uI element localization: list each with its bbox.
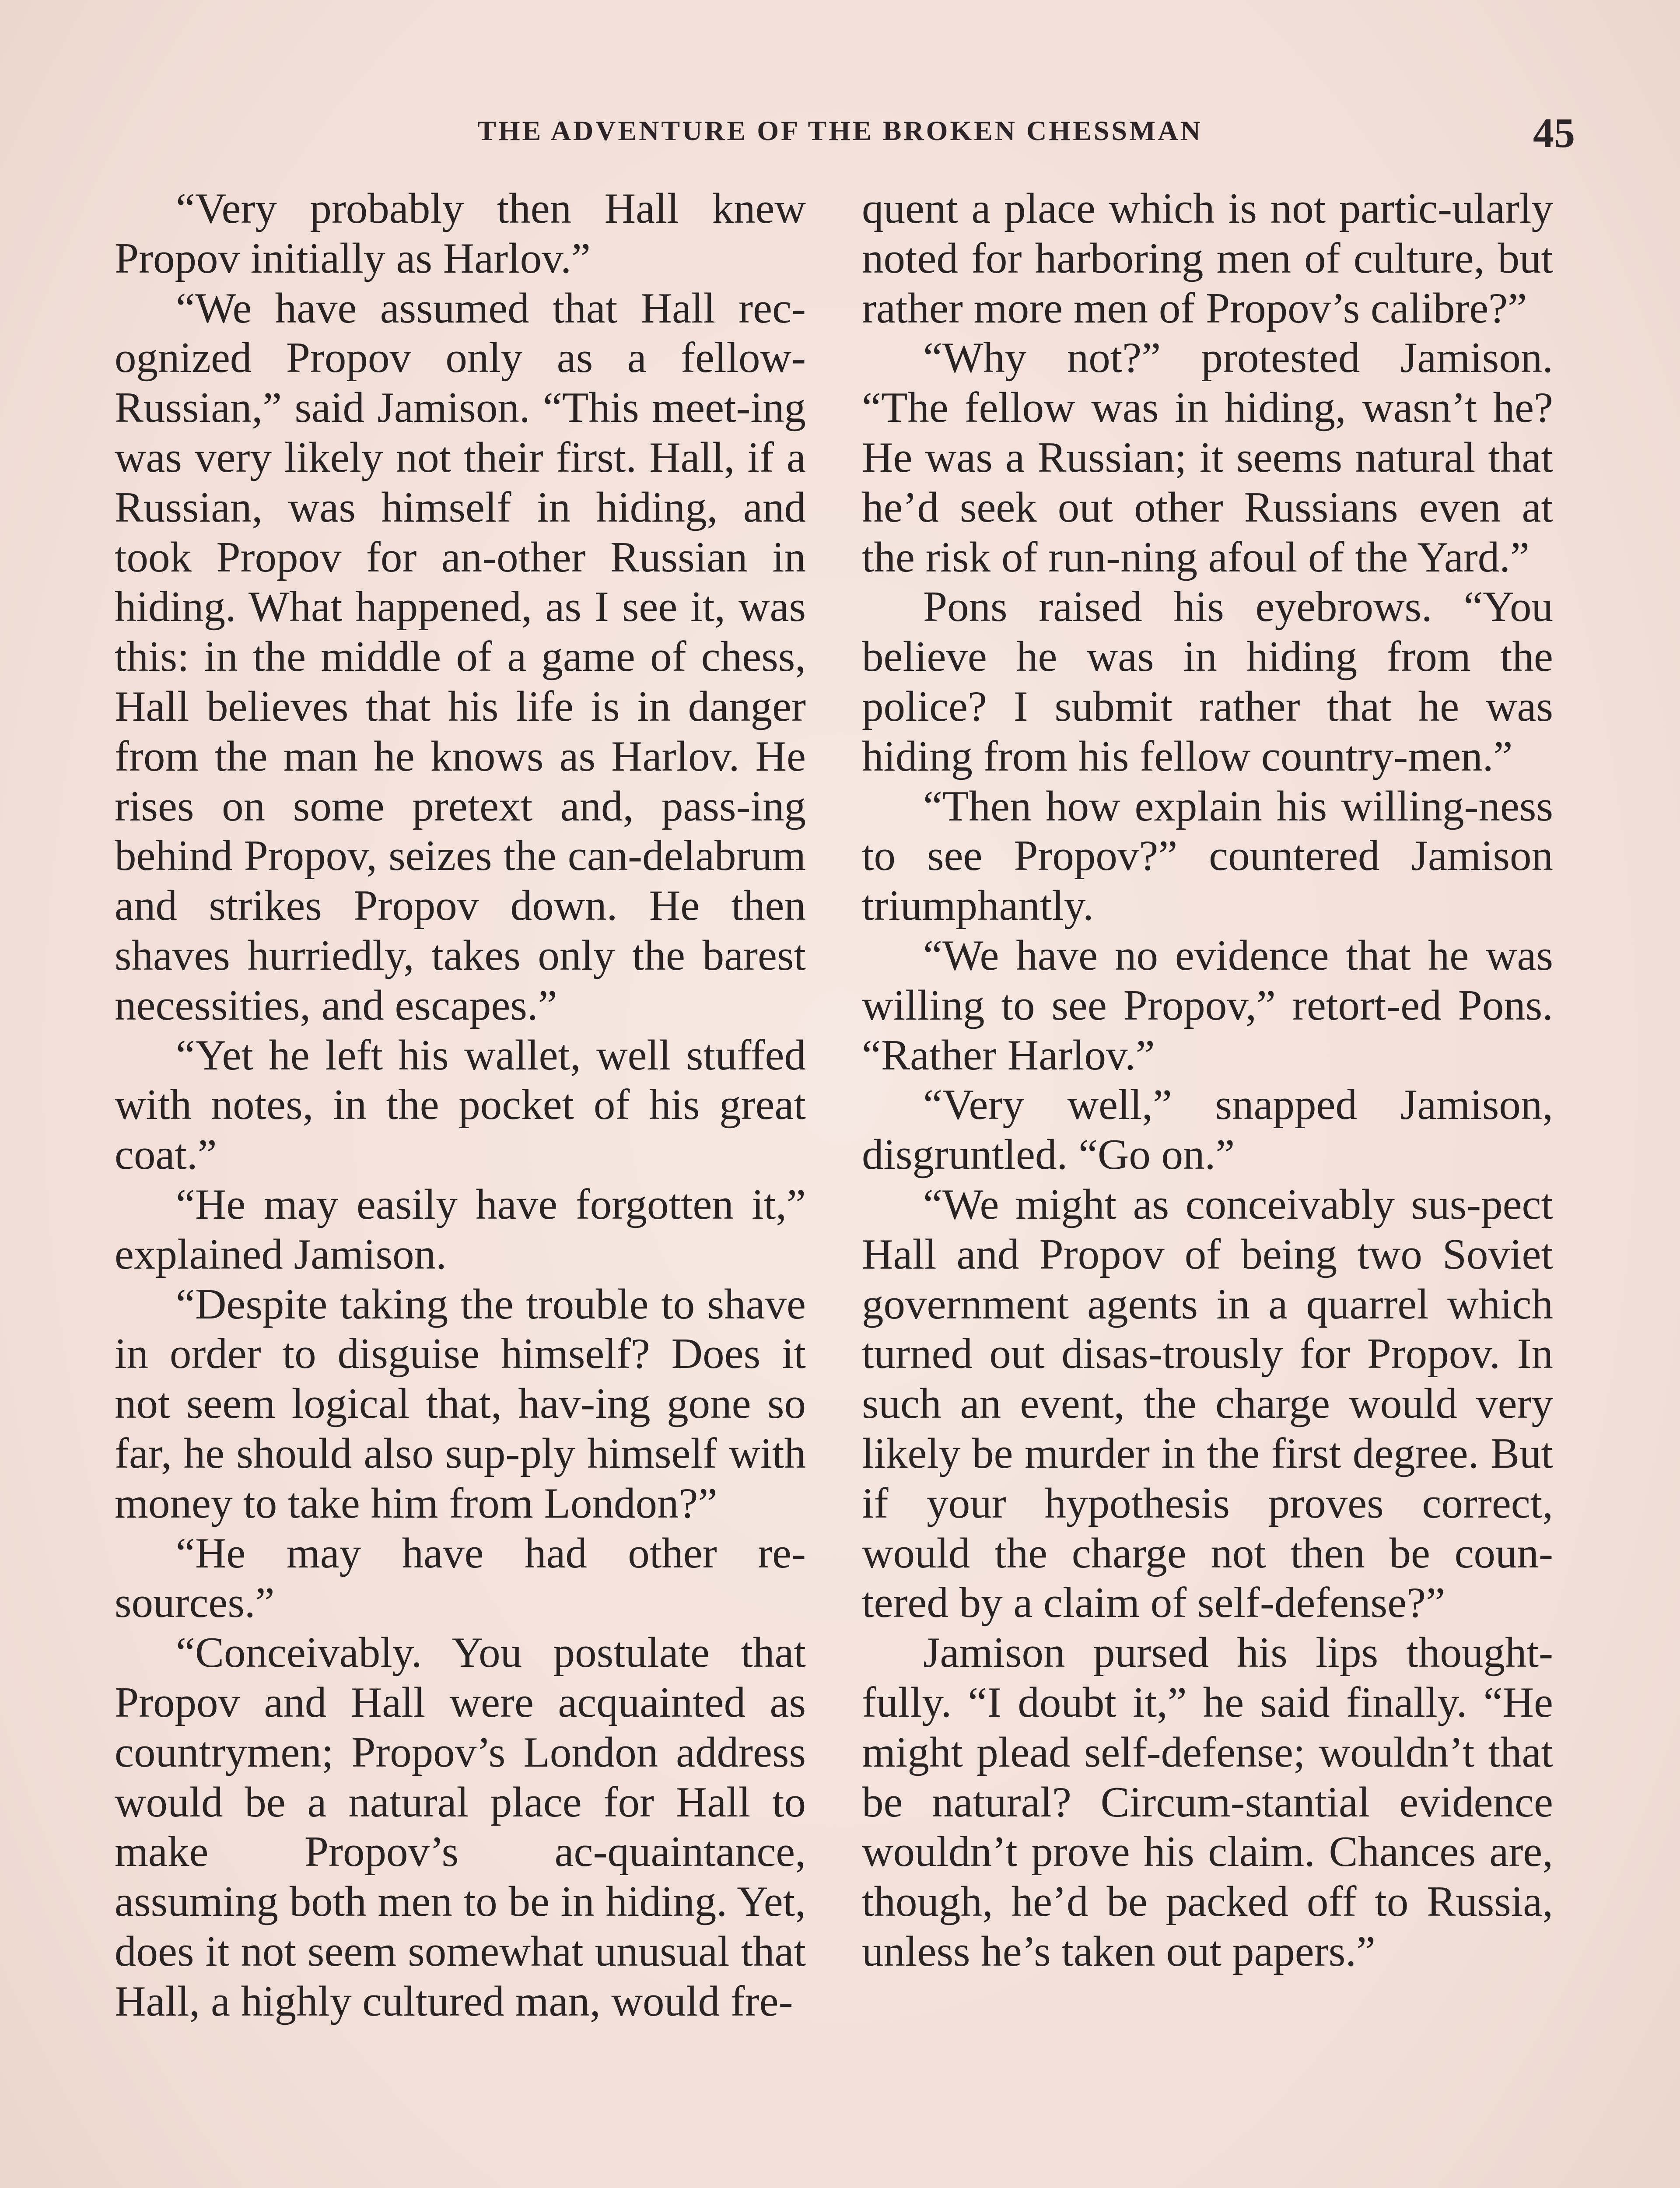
running-title: THE ADVENTURE OF THE BROKEN CHESSMAN — [477, 115, 1203, 146]
paragraph: Jamison pursed his lips thought-fully. “I doubt it,” he said finally. “He might plead self-defense; wouldn’t that be natural? Circum-stantial evidence wouldn’t prove his claim. Chances are, though, he’d be packed off to Russia, unless he’s taken out papers.” — [862, 1629, 1553, 1975]
left-column — [115, 184, 806, 2026]
right-column — [862, 184, 1553, 1977]
page-number: 45 — [1533, 109, 1575, 156]
paragraph: “Very probably then Hall knew Propov initially as Harlov.” — [115, 185, 806, 282]
paragraph: “We might as conceivably sus-pect Hall and Propov of being two Soviet government agents in a quarrel which turned out disas-trously for Propov. In such an event, the charge would very likely be murder in the first degree. But if your hypothesis proves correct, would the charge not then be coun-tered by a claim of self-defense?” — [862, 1180, 1553, 1627]
paragraph: Pons raised his eyebrows. “You believe he was in hiding from the police? I submit rather that he was hiding from his fellow country-men.” — [862, 583, 1553, 780]
paragraph: “Why not?” protested Jamison. “The fellow was in hiding, wasn’t he? He was a Russian; it seems natural that he’d seek out other Russians even at the risk of run-ning afoul of the Yard.” — [862, 334, 1553, 581]
paragraph-continued: quent a place which is not partic-ularly noted for harboring men of culture, but rather more men of Propov’s calibre?” — [862, 185, 1553, 332]
paragraph: “He may easily have forgotten it,” explained Jamison. — [115, 1180, 806, 1278]
paragraph: “We have assumed that Hall rec-ognized Propov only as a fellow-Russian,” said Jamison. “This meet-ing was very likely not their first. Hall, if a Russian, was himself in hiding, and took Propov for an-other Russian in hiding. What happened, as I see it, was this: in the middle of a game of chess, Hall believes that his life is in danger from the man he knows as Harlov. He rises on some pretext and, pass-ing behind Propov, seizes the can-delabrum and strikes Propov down. He then shaves hurriedly, takes only the barest necessities, and escapes.” — [115, 284, 806, 1029]
paragraph: “Conceivably. You postulate that Propov and Hall were acquainted as countrymen; Propov’s London address would be a natural place for Hall to make Propov’s ac-quaintance, assuming both men to be in hiding. Yet, does it not seem somewhat unusual that Hall, a highly cultured man, would fre- — [115, 1629, 806, 2025]
paragraph: “Yet he left his wallet, well stuffed with notes, in the pocket of his great coat.” — [115, 1031, 806, 1179]
paragraph: “Very well,” snapped Jamison, disgruntled. “Go on.” — [862, 1081, 1553, 1179]
paragraph: “Then how explain his willing-ness to see Propov?” countered Jamison triumphantly. — [862, 782, 1553, 930]
paragraph: “He may have had other re-sources.” — [115, 1529, 806, 1627]
paragraph: “We have no evidence that he was willing to see Propov,” retort-ed Pons. “Rather Harlov.” — [862, 931, 1553, 1079]
paragraph: “Despite taking the trouble to shave in order to disguise himself? Does it not seem logical that, hav-ing gone so far, he should also sup-ply himself with money to take him from London?” — [115, 1280, 806, 1527]
